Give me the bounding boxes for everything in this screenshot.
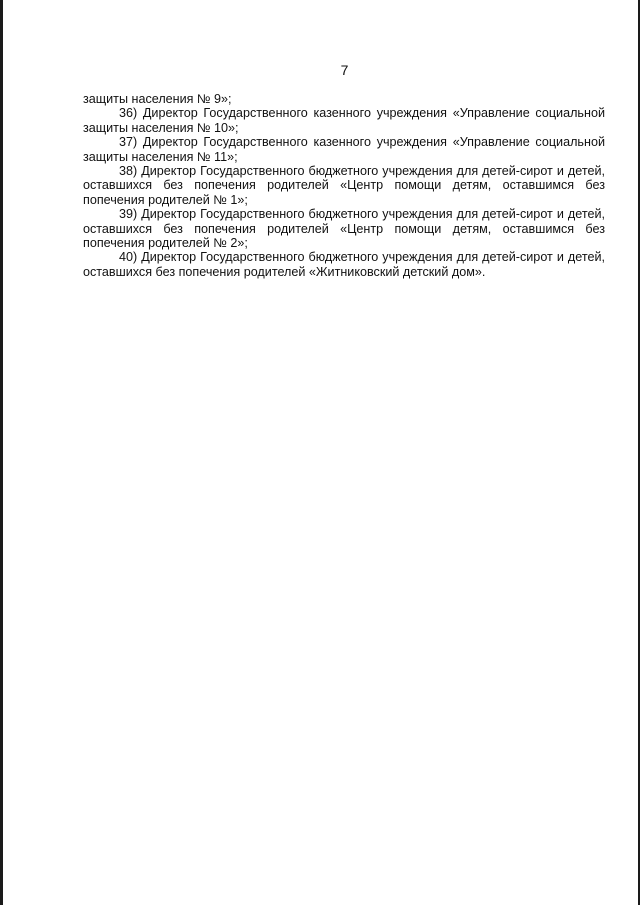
page-number: 7 — [340, 62, 349, 78]
document-body — [83, 92, 605, 279]
list-item-38: 38) Директор Государственного бюджетного учреждения для детей-сирот и детей, оставшихся без попечения родителей «Центр помощи детям, оставшимся без попечения родителей № 1»; — [83, 164, 605, 207]
paragraph-continuation: защиты населения № 9»; — [83, 92, 232, 106]
list-item-37: 37) Директор Государственного казенного учреждения «Управление социальной защиты населения № 11»; — [83, 135, 605, 164]
list-item-36: 36) Директор Государственного казенного учреждения «Управление социальной защиты населения № 10»; — [83, 106, 605, 135]
list-item-40: 40) Директор Государственного бюджетного учреждения для детей-сирот и детей, оставшихся без попечения родителей «Житниковский детский дом». — [83, 250, 605, 279]
list-item-39: 39) Директор Государственного бюджетного учреждения для детей-сирот и детей, оставшихся без попечения родителей «Центр помощи детям, оставшимся без попечения родителей № 2»; — [83, 207, 605, 251]
